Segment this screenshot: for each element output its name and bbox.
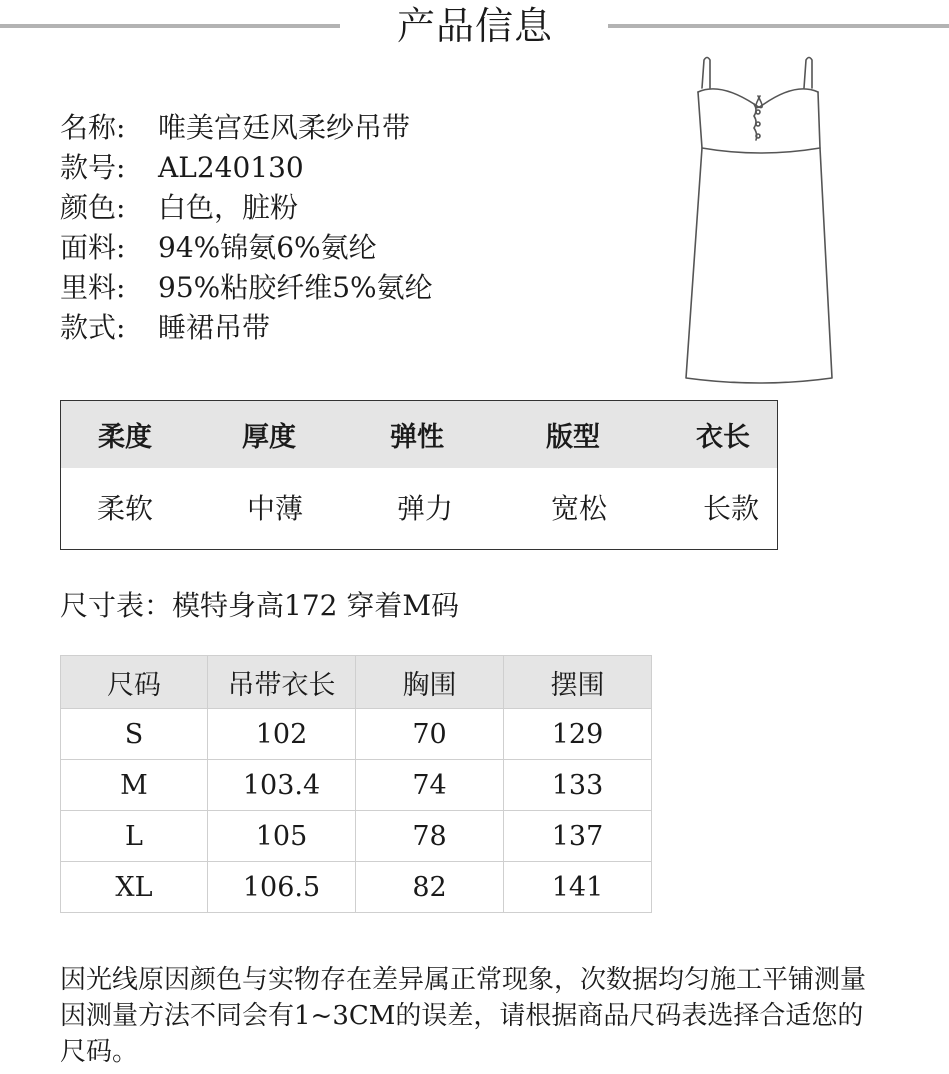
attr-value-elasticity: 弹力 (396, 492, 453, 525)
size-chart-caption: 尺寸表：模特身高172 穿着M码 (60, 589, 460, 622)
size-cell: 82 (356, 862, 504, 913)
table-row (61, 760, 652, 811)
attr-value-thickness: 中薄 (246, 492, 303, 525)
info-label: 面料: (60, 231, 126, 264)
info-type (60, 308, 270, 348)
info-label: 里料: (60, 271, 126, 304)
page-title: 产品信息 (396, 4, 553, 48)
attr-header-length: 衣长 (696, 422, 750, 453)
size-cell: M (61, 760, 208, 811)
table-row (61, 862, 652, 913)
size-cell: S (61, 709, 208, 760)
attr-header-thickness: 厚度 (242, 422, 296, 453)
table-row (61, 811, 652, 862)
fabric-attributes-table (60, 400, 778, 550)
info-value: 95%粘胶纤维5%氨纶 (158, 271, 433, 304)
info-label: 款式: (60, 311, 126, 344)
size-cell: 137 (504, 811, 652, 862)
info-value: 睡裙吊带 (158, 311, 271, 344)
size-header-row (61, 656, 652, 709)
measurement-note: 因光线原因颜色与实物存在差异属正常现象，次数据均匀施工平铺测量因测量方法不同会有1~3CM的误差，请根据商品尺码表选择合适您的尺码。 (60, 965, 867, 1067)
size-cell: 106.5 (208, 862, 356, 913)
slip-dress-sketch-icon (680, 52, 840, 388)
size-header-cell: 胸围 (356, 656, 504, 709)
attr-value-softness: 柔软 (96, 492, 153, 525)
info-label: 颜色: (60, 191, 126, 224)
attr-header-softness: 柔度 (98, 422, 152, 453)
size-header-cell: 吊带衣长 (208, 656, 356, 709)
table-row (61, 709, 652, 760)
info-style-number (60, 148, 304, 188)
info-label: 款号: (60, 151, 126, 184)
attr-value-fit: 宽松 (550, 492, 607, 525)
info-color (60, 188, 298, 228)
size-cell: 129 (504, 709, 652, 760)
info-fabric (60, 228, 377, 268)
size-cell: 103.4 (208, 760, 356, 811)
size-cell: L (61, 811, 208, 862)
size-cell: 78 (356, 811, 504, 862)
size-chart-table (60, 655, 652, 913)
size-cell: 102 (208, 709, 356, 760)
info-label: 名称: (60, 111, 126, 144)
info-lining (60, 268, 433, 308)
size-header-cell: 尺码 (61, 656, 208, 709)
size-cell: 105 (208, 811, 356, 862)
info-value: 唯美宫廷风柔纱吊带 (158, 111, 411, 144)
info-name (60, 108, 410, 148)
attr-header-elasticity: 弹性 (390, 422, 444, 453)
attr-header-fit: 版型 (546, 422, 600, 453)
size-header-cell: 摆围 (504, 656, 652, 709)
size-cell: XL (61, 862, 208, 913)
size-cell: 133 (504, 760, 652, 811)
attr-value-length: 长款 (702, 492, 759, 525)
size-cell: 141 (504, 862, 652, 913)
header-line-left (0, 24, 340, 28)
info-value: 94%锦氨6%氨纶 (158, 231, 377, 264)
header-line-right (608, 24, 949, 28)
info-value: AL240130 (158, 151, 304, 184)
size-cell: 70 (356, 709, 504, 760)
size-cell: 74 (356, 760, 504, 811)
info-value: 白色，脏粉 (158, 191, 299, 224)
